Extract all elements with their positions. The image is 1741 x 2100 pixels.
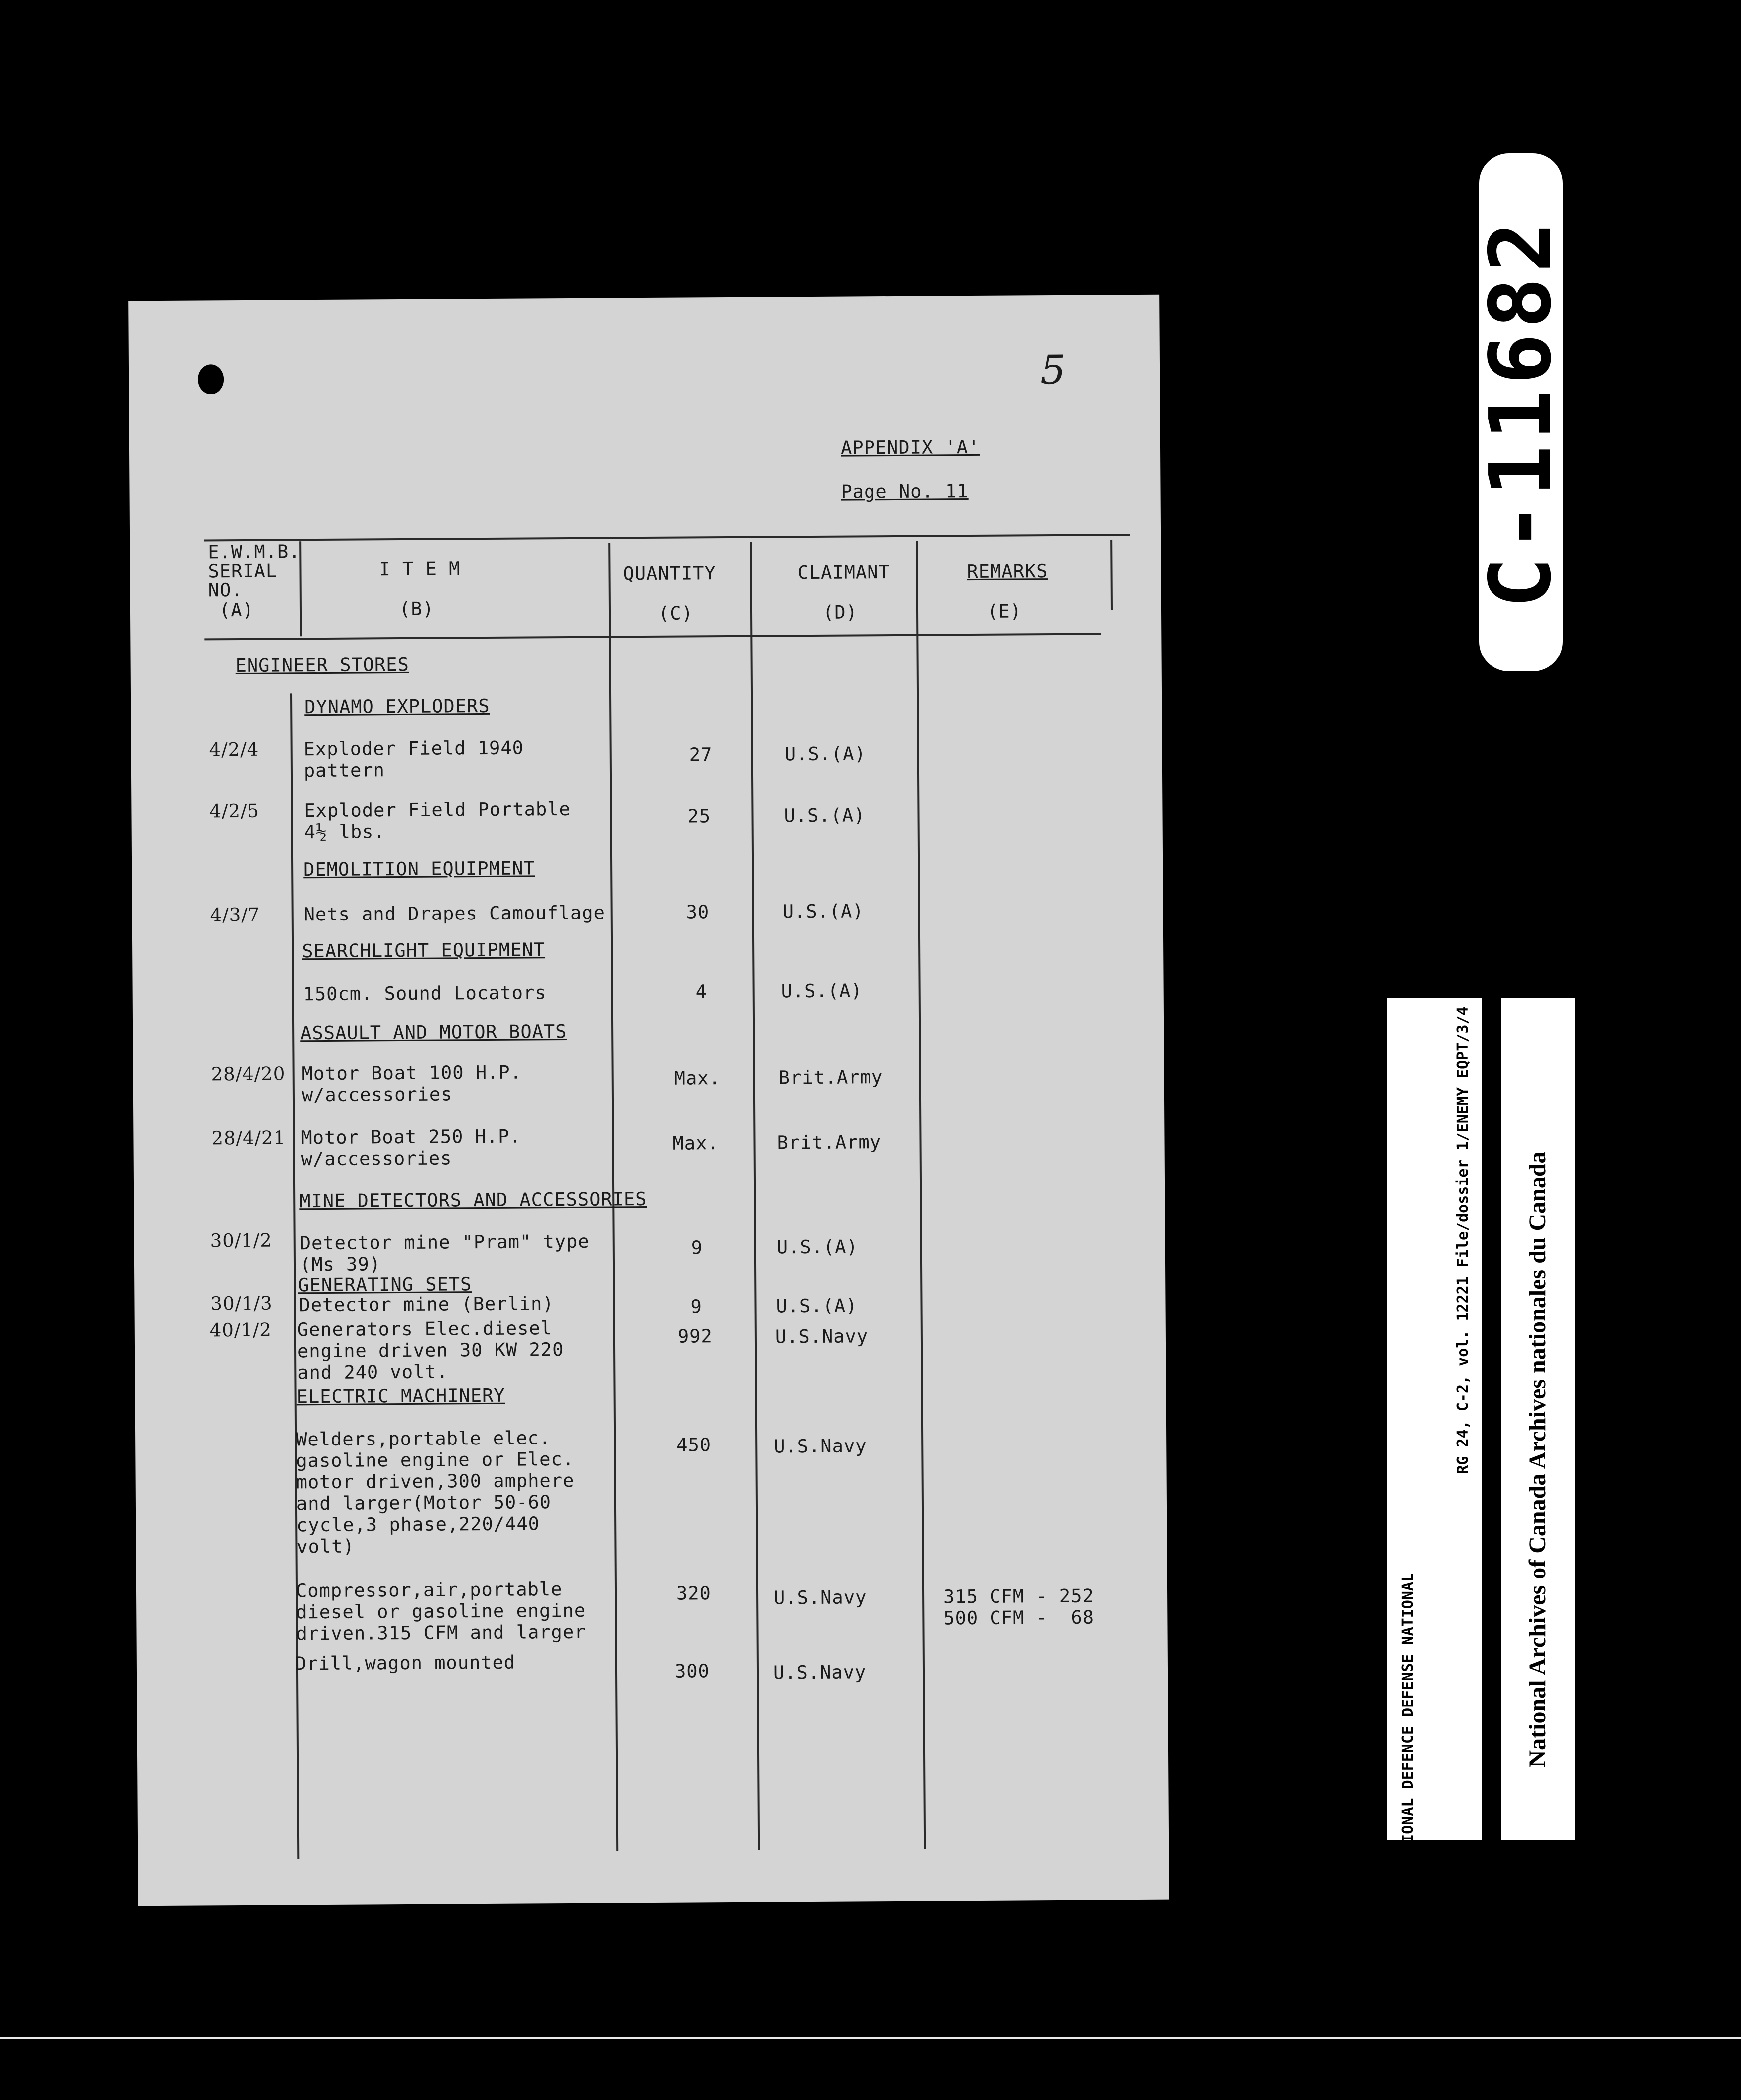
item-code: (B) xyxy=(399,598,434,620)
quantity-cell: 27 xyxy=(689,744,713,766)
subheading: GENERATING SETS xyxy=(298,1273,472,1296)
serial-header-line4: (A) xyxy=(219,599,254,621)
header-bottom-rule xyxy=(204,633,1101,640)
subheading: MINE DETECTORS AND ACCESSORIES xyxy=(299,1188,647,1212)
item-cell: Compressor,air,portable diesel or gasoline engine driven.315 CFM and larger xyxy=(295,1578,586,1645)
quantity-cell: 25 xyxy=(687,805,711,827)
claimant-cell: U.S.(A) xyxy=(776,1236,858,1258)
serial-cell: 4/2/5 xyxy=(209,800,260,822)
quantity-cell: Max. xyxy=(674,1067,721,1089)
reel-number: C-11682 xyxy=(1472,216,1570,609)
quantity-cell: 9 xyxy=(690,1296,702,1317)
item-cell: Nets and Drapes Camouflage xyxy=(303,902,606,925)
claimant-cell: U.S.Navy xyxy=(773,1586,867,1609)
serial-cell: 28/4/20 xyxy=(211,1063,286,1085)
item-cell: Detector mine "Pram" type (Ms 39) xyxy=(299,1230,590,1276)
serial-cell: 4/2/4 xyxy=(209,738,259,761)
quantity-cell: 320 xyxy=(676,1582,712,1604)
item-cell: Motor Boat 250 H.P. w/accessories xyxy=(301,1125,521,1170)
page-mark: 5 xyxy=(1040,346,1067,394)
appendix-title: APPENDIX 'A' xyxy=(840,436,980,459)
document-page xyxy=(128,295,1169,1906)
item-cell: Welders,portable elec. gasoline engine or Elec. motor driven,300 amphere and larger(Motor 50-60 cycle,3 phase,220/440 volt) xyxy=(296,1427,575,1558)
quantity-cell: 992 xyxy=(677,1325,713,1347)
quantity-cell: 30 xyxy=(686,901,710,923)
item-cell: Motor Boat 100 H.P. w/accessories xyxy=(301,1061,522,1106)
item-cell: Detector mine (Berlin) xyxy=(299,1293,554,1316)
item-header: I T E M xyxy=(379,558,461,580)
claimant-cell: U.S.(A) xyxy=(781,980,863,1002)
quantity-cell: 300 xyxy=(674,1660,710,1682)
binder-hole xyxy=(198,364,224,394)
subheading: ASSAULT AND MOTOR BOATS xyxy=(300,1021,567,1044)
item-cell: Exploder Field Portable 4½ lbs. xyxy=(304,798,571,843)
quantity-code: (C) xyxy=(658,602,693,624)
quantity-cell: 450 xyxy=(676,1434,712,1456)
page-number: Page No. 11 xyxy=(841,480,969,503)
subheading: ELECTRIC MACHINERY xyxy=(296,1384,505,1408)
item-cell: 150cm. Sound Locators xyxy=(303,982,547,1005)
remarks-cell: 315 CFM - 252 500 CFM - 68 xyxy=(943,1585,1095,1629)
serial-cell: 4/3/7 xyxy=(210,904,260,926)
serial-cell: 30/1/2 xyxy=(210,1229,272,1252)
subheading: DEMOLITION EQUIPMENT xyxy=(303,857,535,881)
item-cell: Drill,wagon mounted xyxy=(295,1651,516,1675)
claimant-cell: U.S.Navy xyxy=(774,1435,867,1457)
archive-reference: RG 24, C-2, vol. 12221 File/dossier 1/ENEMY EQPT/3/4 xyxy=(1454,1006,1472,1474)
quantity-cell: 4 xyxy=(695,981,708,1003)
subheading: DYNAMO EXPLODERS xyxy=(304,695,490,718)
serial-header-line2: SERIAL xyxy=(208,560,278,582)
department-name: NATIONAL DEFENCE DEFENSE NATIONAL xyxy=(1399,1573,1417,1870)
claimant-header: CLAIMANT xyxy=(797,561,890,584)
claimant-cell: Brit.Army xyxy=(777,1131,882,1154)
item-cell: Generators Elec.diesel engine driven 30 KW 220 and 240 volt. xyxy=(297,1317,564,1384)
remarks-header: REMARKS xyxy=(967,560,1048,583)
serial-cell: 28/4/21 xyxy=(211,1127,286,1149)
claimant-cell: U.S.(A) xyxy=(784,743,866,765)
col-divider-claimant xyxy=(916,541,926,1849)
serial-cell: 30/1/3 xyxy=(210,1292,273,1314)
archives-name: National Archives of Canada Archives nationales du Canada xyxy=(1524,1151,1551,1768)
claimant-cell: U.S.(A) xyxy=(776,1295,858,1317)
claimant-cell: U.S.Navy xyxy=(773,1661,867,1684)
claimant-cell: U.S.Navy xyxy=(775,1325,869,1348)
claimant-cell: Brit.Army xyxy=(778,1066,883,1089)
claimant-code: (D) xyxy=(822,601,858,623)
serial-header-line3: NO. xyxy=(208,579,243,601)
col-divider-remarks xyxy=(1110,540,1113,610)
serial-cell: 40/1/2 xyxy=(209,1319,272,1341)
section-heading: ENGINEER STORES xyxy=(235,654,409,677)
quantity-cell: 9 xyxy=(691,1237,703,1259)
quantity-header: QUANTITY xyxy=(623,562,716,585)
subheading: SEARCHLIGHT EQUIPMENT xyxy=(302,939,546,962)
frame-bottom-rule xyxy=(0,2037,1741,2039)
col-divider-quantity xyxy=(750,542,760,1850)
remarks-code: (E) xyxy=(987,600,1022,622)
claimant-cell: U.S.(A) xyxy=(784,804,866,827)
quantity-cell: Max. xyxy=(672,1132,719,1154)
item-cell: Exploder Field 1940 pattern xyxy=(303,737,524,782)
claimant-cell: U.S.(A) xyxy=(782,900,864,922)
table-top-rule xyxy=(204,534,1130,541)
serial-header-line1: E.W.M.B. xyxy=(208,541,301,563)
